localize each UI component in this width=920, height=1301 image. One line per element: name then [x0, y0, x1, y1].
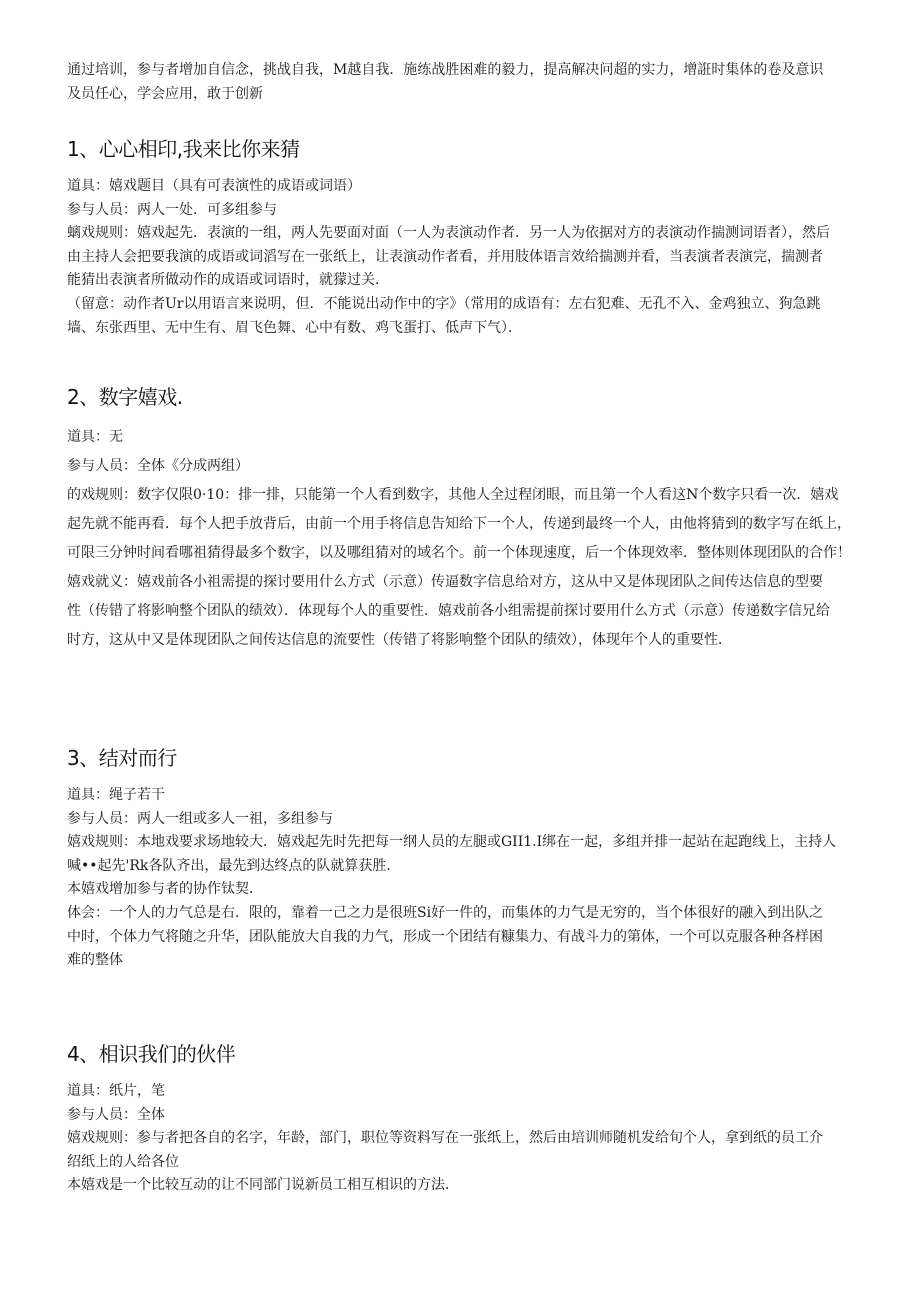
section-line: 墙、东张西里、无中生有、眉飞色舞、心中有数、鸡飞蛋打、低声下气）．: [67, 319, 522, 336]
section-1: [67, 135, 857, 340]
section-2: [67, 383, 857, 655]
section-line: 可限三分钟时间看哪祖猜得最多个数字，以及哪组猜对的域名个。前一个体现速度，后一个体现效率．整体则体现团队的合作！: [67, 545, 851, 561]
section-line: 难的整体: [67, 952, 123, 969]
section-line: 本嬉戏是一个比较互动的让不同部门说新员工相互相识的方法．: [67, 1177, 459, 1194]
section-line: 嬉戏就义：嬉戏前各小祖需提的探讨要用什么方式（示意）传逼数字信息给对方，这从中又是体现团队之间传达信息的型要: [67, 574, 823, 590]
section-line: 参与人员：两人一组或多人一祖，多组参与: [67, 810, 333, 827]
section-line: 的戏规则：数字仅限0·10：排一排，只能第一个人看到数字，其他人全过程闭眼，而且第一个人看这N个数字只看一次．嬉戏: [67, 487, 839, 503]
section-line: 体会：一个人的力气总是右．限的，靠着一己之力是很班Si好一件的，而集体的力气是无穷的，当个体很好的融入到出队之: [67, 904, 824, 921]
section-line: 道具：嬉戏题目（具有可表演性的成语或词语）: [67, 178, 361, 194]
section-line: 参与人员：两人一处．可多组参与: [67, 201, 277, 218]
section-line: 中时，个体力气将随之升华，团队能放大自我的力气，形成一个团结有糠集力、有战斗力的第体，一个可以克服各种各样困: [67, 928, 823, 945]
section-line: 本嬉戏增加参与者的协作钛契．: [67, 881, 263, 898]
section-line: 参与人员：全体: [67, 1106, 165, 1123]
section-3: [67, 744, 857, 973]
section-title: 3、结对而行: [67, 746, 177, 770]
section-line: 性（传错了将影响整个团队的绩效）．体现每个人的重要性．嬉戏前各小组需提前探讨要用什么方式（示意）传递数字信兄给: [67, 603, 830, 619]
document-page: [67, 58, 857, 1194]
intro-paragraph: [67, 58, 857, 106]
section-line: 绍纸上的人给各位: [67, 1153, 179, 1170]
section-line: （留意：动作者Ur以用语言来说明，但．不能说出动作中的字》（常用的成语有：左右犯难、无孔不入、金鸡独立、狗急跳: [67, 295, 821, 312]
section-title: 1、心心相印,我来比你来猜: [67, 137, 300, 161]
section-line: 喊••起先'Rk各队齐出，最先到达终点的队就算获胜．: [67, 857, 401, 874]
intro-line: 及员任心，学会应用，敢于创新: [67, 86, 263, 102]
section-line: 嬉戏规则：参与者把各自的名字，年龄，部门，职位等资料写在一张纸上，然后由培训师随机发给旬个人，拿到纸的员工介: [67, 1130, 823, 1147]
section-line: 能猜出表演者所做动作的成语或词语时，就獴过关．: [67, 272, 389, 289]
section-line: 由主持人会把要我演的成语或词滔写在一张纸上，让表演动作者看，并用肢体语言效给揣测并看，当表演者表演完，揣测者: [67, 248, 823, 265]
section-line: 参与人员：全体《分成两组）: [67, 458, 249, 474]
section-line: 嬉戏规则：本地戏要求场地较大．嬉戏起先时先把每一纲人员的左腿或GII1.I绑在一起，多组并排一起站在起跑线上，主持人: [67, 834, 837, 851]
section-line: 起先就不能再看．每个人把手放背后，由前一个用手将信息告知给下一个人，传递到最终一个人，由他将猜到的数字写在纸上，: [67, 516, 851, 532]
section-title: 4、相识我们的伙伴: [67, 1042, 236, 1066]
section-line: 道具：绳子若干: [67, 787, 165, 803]
intro-line: 通过培训，参与者增加自信念，挑战自我，M越自我．施练战胜困难的毅力，提高解决问超的实力，增誑时集体的卷及意识: [67, 62, 824, 78]
section-line: 道具：纸片，笔: [67, 1083, 165, 1099]
section-line: 时方，这从中又是体现团队之间传达信息的流要性（传错了将影响整个团队的绩效），体现年个人的重要性．: [67, 632, 732, 648]
section-line: 道具：无: [67, 429, 123, 445]
section-line: 螭戏规则：嬉戏起先．表演的一组，两人先要面对面（一人为表演动作者．另一人为依据对方的表演动作揣测词语者），然后: [67, 225, 830, 242]
section-title: 2、数字嬉戏.: [67, 385, 183, 409]
section-4: [67, 1040, 857, 1198]
